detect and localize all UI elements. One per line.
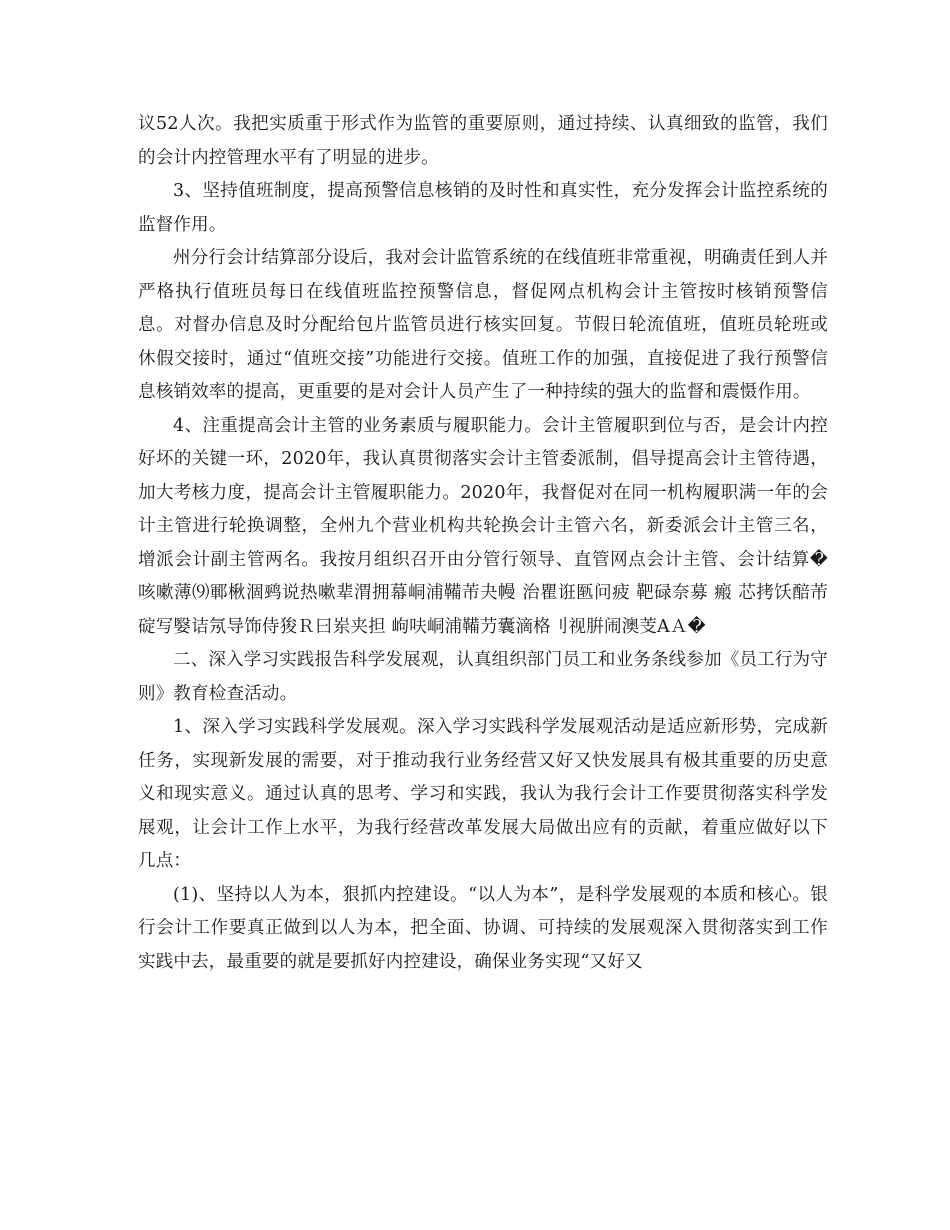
paragraph-6: 1、深入学习实践科学发展观。深入学习实践科学发展观活动是适应新形势，完成新任务，实现新发展的需要，对于推动我行业务经营又好又快发展具有极其重要的历史意义和现实意义。通过认真的思考、学习和实践，我认为我行会计工作要贯彻落实科学发展观，让会计工作上水平，为我行经营改革发展大局做出应有的贡献，着重应做好以下几点： xyxy=(138,717,828,871)
paragraph-2: 3、坚持值班制度，提高预警信息核销的及时性和真实性，充分发挥会计监控系统的监督作用。 xyxy=(138,181,828,235)
paragraph-5: 二、深入学习实践报告科学发展观，认真组织部门员工和业务条线参加《员工行为守则》教育检查活动。 xyxy=(138,650,828,704)
paragraph-4: 4、注重提高会计主管的业务素质与履职能力。会计主管履职到位与否，是会计内控好坏的关键一环，2020年，我认真贯彻落实会计主管委派制，倡导提高会计主管待遇，加大考核力度，提高会计主管履职能力。2020年，我督促对在同一机构履职满一年的会计主管进行轮换调整，全州九个营业机构共轮换会计主管六名，新委派会计主管三名，增派会计副主管两名。我按月组织召开由分管行领导、直管网点会计主管、会计结算�咳嗽薄⑼鄆楸涸鹀说热嗽辈渭拥幕峒浦鞴芾夬幔 治瞿诳匦问疲 靶碌奈募 瘢 芯拷饫醅芾碇写嫛诘氖导饰侍狻Ｒ曰岽夹担 岣呋峒浦鞴芀囊滴格刂视腁闹澳芰ΑＡ� xyxy=(138,415,828,637)
paragraph-7: (1)、坚持以人为本，狠抓内控建设。“以人为本”，是科学发展观的本质和核心。银行会计工作要真正做到以人为本，把全面、协调、可持续的发展观深入贯彻落实到工作实践中去，最重要的就是要抓好内控建设，确保业务实现“又好又 xyxy=(138,884,828,972)
paragraph-3: 州分行会计结算部分设后，我对会计监管系统的在线值班非常重视，明确责任到人并严格执行值班员每日在线值班监控预警信息，督促网点机构会计主管按时核销预警信息。对督办信息及时分配给包片监管员进行核实回复。节假日轮流值班，值班员轮班或休假交接时，通过“值班交接”功能进行交接。值班工作的加强，直接促进了我行预警信息核销效率的提高，更重要的是对会计人员产生了一种持续的强大的监督和震慑作用。 xyxy=(138,248,828,402)
paragraph-1: 议52人次。我把实质重于形式作为监管的重要原则，通过持续、认真细致的监管，我们的会计内控管理水平有了明显的进步。 xyxy=(138,114,828,168)
document-body xyxy=(138,108,828,979)
